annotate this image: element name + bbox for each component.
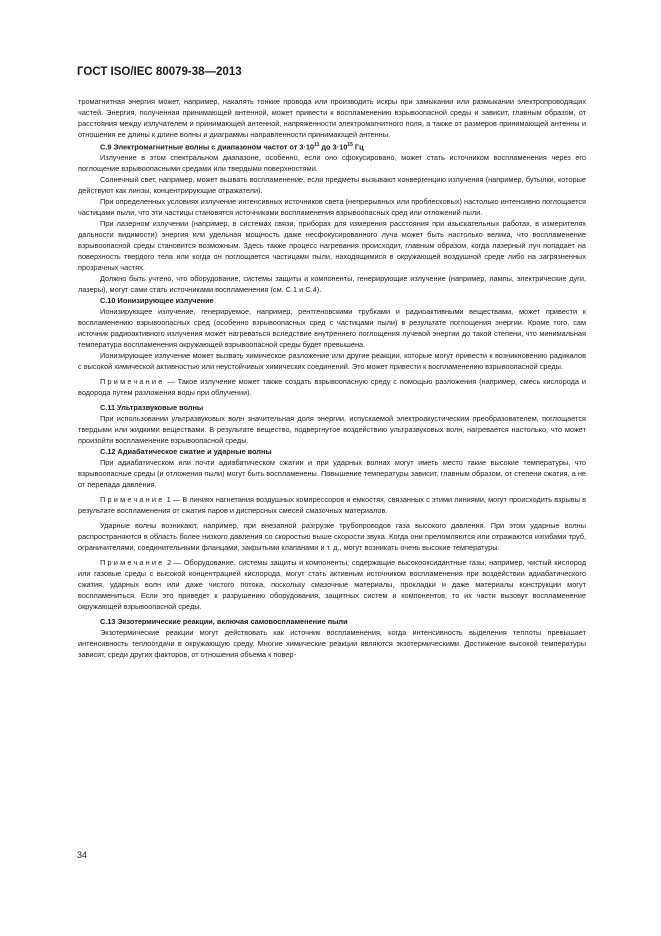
intro-paragraph: тромагнитная энергия может, например, накалять тонкие провода или производить искры при замыкании или размыкании электропроводящих частей. Энергия, полученная принимающей антенной, может привести к воспламенению взрывоопасной среды и зависит, главным образом, от расстояния между излучателем и принимающей антенной, напряженности электромагнитного поля, а также от размеров принимающей антенны и отношения ее длины к длине волны и диаграммы направленности принимающей антенны. [78,97,586,139]
c10-paragraph: Ионизирующее излучение может вызвать химическое разложение или другие реакции, которые могут привести к возникновению радикалов с высокой химической активностью или неустойчивых химических соединений. Это может привести к воспламенению взрывоопасной среды. [78,351,586,372]
document-body [78,96,586,660]
c11-paragraph: При использовании ультразвуковых волн значительная доля энергии, испускаемой электроакустическим преобразователем, поглощается твердыми или жидкими веществами. В результате вещество, подвергнутое воздействию ультразвуковых волн, нагревается настолько, что может произойти воспламенение взрывоопасной среды. [78,414,586,446]
c13-paragraph: Экзотермические реакции могут действовать как источник воспламенения, когда интенсивность выделения теплоты превышает интенсивность теплоотдачи в окружающую среду. Многие химические реакции являются экзотермическими. Достижение высокой температуры зависит, среди других факторов, от отношения объема к повер- [78,628,586,660]
page-header: ГОСТ ISO/IEC 80079-38—2013 [77,66,242,78]
c9-paragraph: Солнечный свет, например, может вызвать воспламенение, если предметы вызывают конвергенцию излучения (например, бутылки, которые действуют как линзы, концентрирующие отражатели). [78,175,586,196]
c9-paragraph: При определенных условиях излучение интенсивных источников света (непрерывных или проблесковых) настолько интенсивно поглощается частицами пыли, что эти частицы становятся источниками воспламенения взрывоопасных сред или отложений пыли. [78,197,586,218]
section-c11-heading: С.11 Ультразвуковые волны [100,403,204,413]
section-c13-heading: С.13 Экзотермические реакции, включая самовоспламенение пыли [100,617,348,627]
section-c12-heading: С.12 Адиабатическое сжатие и ударные волны [100,447,272,457]
c12-paragraph: Ударные волны возникают, например, при внезапной разгрузке трубопроводов газа высокого давления. При этом ударные волны распространяются в область более низкого давления со скоростью выше скорости звука. Когда они преломляются или отражаются изгибами труб, ограничителями, соединительными фланцами, закрытыми клапанами и т. д., могут возникать очень высокие температуры. [78,521,586,553]
section-c9-heading: С.9 Электромагнитные волны с диапазоном частот от $3\cdot 10^{11}$ до $3\cdot 10^{15}$ Гц [100,142,364,152]
c12-note-2: Примечание 2 — Оборудование, системы защиты и компоненты, содержащие высокооксидантные газы, например, чистый кислород или газовые среды с высокой концентрацией кислорода, могут стать активным источником воспламенения при воздействии адиабатического сжатия, ударных волн или даже чистого потока, поскольку смазочные материалы, прокладки и даже материалы конструкции могут воспламениться. Если это приведет к разрушению оборудования, защитных систем и компонентов, то их части вызовут воспламенение окружающей взрывоопасной среды. [78,558,586,612]
c12-paragraph: При адиабатическом или почти адиабатическом сжатии и при ударных волнах могут иметь место такие высокие температуры, что взрывоопасные среды (и отложения пыли) могут быть воспламенены. Повышение температуры зависит, главным образом, от степени сжатия, а не от перепада давления. [78,458,586,490]
c9-paragraph: Излучение в этом спектральном диапазоне, особенно, если оно сфокусировано, может стать источником воспламенения через его поглощение взрывоопасными средами или твердыми поверхностями. [78,153,586,174]
c9-paragraph: Должно быть учтено, что оборудование, системы защиты и компоненты, генерирующие излучение (например, лампы, электрические дуги, лазеры), могут сами стать источниками воспламенения (см. С.1 и С.4). [78,274,586,295]
section-c10-heading: С.10 Ионизирующее излучение [100,296,214,306]
c9-paragraph: При лазерном излучении (например, в системах связи, приборах для измерения расстояния при изыскательных работах, в измерителях дальности видимости) энергия или удельная мощность даже несфокусированного луча может быть настолько велика, что воспламенение взрывоопасной среды становится возможным. Здесь также процесс нагревания происходит, главным образом, когда лазерный луч попадает на поверхность твердого тела или когда он поглощается частицами пыли, находящимися в окружающей воздушной среде либо на загрязненных прозрачных частях. [78,219,586,273]
c10-note: Примечание — Такое излучение может также создать взрывоопасную среду с помощью разложения (например, смесь кислорода и водорода путем разложения воды при облучении). [78,377,586,398]
c12-note-1: Примечание 1 — В линиях нагнетания воздушных компрессоров и емкостях, связанных с этими линиями, могут происходить взрывы в результате воспламенения от сжатия паров и дисперсных смесей смазочных материалов. [78,495,586,516]
c10-paragraph: Ионизирующее излучение, генерируемое, например, рентгеновскими трубками и радиоактивными веществами, может привести к воспламенению взрывоопасных сред (особенно взрывоопасных сред с частицами пыли) в результате поглощения энергии. Кроме того, сам источник радиоактивного излучения может нагреваться вследствие внутреннего поглощения лучевой энергии до такой степени, что минимальная температура воспламенения окружающей взрывоопасной среды будет превышена. [78,307,586,350]
page-number: 34 [77,850,88,860]
